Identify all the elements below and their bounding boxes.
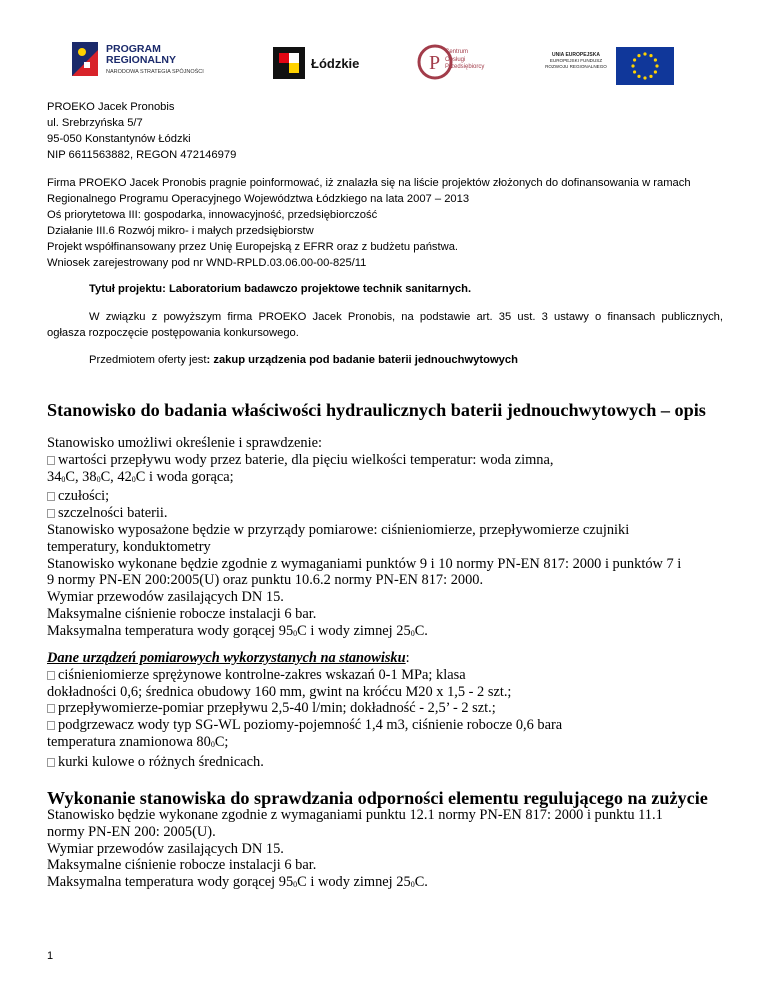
temperature-spec: Maksymalna temperatura wody gorącej $95_0C$ i wody zimnej $25_0C$. <box>47 874 428 891</box>
eu-label: UNIA EUROPEJSKA EUROPEJSKI FUNDUSZ ROZWOJU REGIONALNEGO <box>545 52 607 69</box>
checkbox-bullet-icon <box>47 456 55 465</box>
program-label: PROGRAM <box>106 43 161 55</box>
list-item: wartości przepływu wody przez baterie, dla pięciu wielkości temperatur: woda zimna, <box>47 452 727 469</box>
checkbox-bullet-icon <box>47 671 55 680</box>
devices-heading: Dane urządzeń pomiarowych wykorzystanych na stanowisku: <box>47 650 410 666</box>
lodzkie-logo <box>273 47 363 81</box>
list-item: czułości; <box>47 488 727 505</box>
section-heading-wear: Wykonanie stanowiska do sprawdzania odporności elementu regulującego na zużycie <box>47 788 708 808</box>
pressure-spec: Maksymalne ciśnienie robocze instalacji 6 bar. <box>47 857 317 874</box>
pressure-spec: Maksymalne ciśnienie robocze instalacji 6 bar. <box>47 605 317 622</box>
list-item-continuation: dokładności 0,6; średnica obudowy 160 mm, gwint na króćcu M20 x 1,5 - 2 szt.; <box>47 683 512 700</box>
funding-info <box>47 175 727 271</box>
section-intro: Stanowisko umożliwi określenie i sprawdzenie: <box>47 435 322 451</box>
info-line: Działanie III.6 Rozwój mikro- i małych przedsiębiorstw <box>47 225 314 237</box>
devices-section <box>47 650 727 771</box>
offer-subject <box>89 352 729 368</box>
paragraph-line: Stanowisko wyposażone będzie w przyrządy pomiarowe: ciśnieniomierze, przepływomierze czujniki <box>47 521 630 538</box>
paragraph-line: Stanowisko wykonane będzie zgodnie z wymaganiami punktów 9 i 10 normy PN-EN 817: 2000 i punktów 7 i <box>47 555 682 572</box>
announcement-line-2: ogłasza rozpoczęcie postępowania konkursowego. <box>47 327 299 339</box>
address-line: PROEKO Jacek Pronobis <box>47 101 175 113</box>
checkbox-bullet-icon <box>47 721 55 730</box>
paragraph-line: temperatury, konduktometry <box>47 538 211 555</box>
info-line: Oś priorytetowa III: gospodarka, innowacyjność, przedsiębiorczość <box>47 209 378 221</box>
temperature-spec: Maksymalna temperatura wody gorącej $95_0C$ i wody zimnej $25_0C$. <box>47 622 428 639</box>
centrum-obslugi-logo <box>416 43 496 83</box>
info-line: Wniosek zarejestrowany pod nr WND-RPLD.03.06.00-00-825/11 <box>47 257 367 269</box>
checkbox-bullet-icon <box>47 492 55 501</box>
pipes-spec: Wymiar przewodów zasilających DN 15. <box>47 840 284 857</box>
checkbox-bullet-icon <box>47 509 55 518</box>
offer-subject-value: : zakup urządzenia pod badanie baterii jednouchwytowych <box>206 354 518 366</box>
logo-bar <box>0 0 768 100</box>
company-address <box>47 99 727 163</box>
paragraph-line: 9 normy PN-EN 200:2005(U) oraz punktu 10.6.2 normy PN-EN 817: 2000. <box>47 572 484 589</box>
lodzkie-mark-icon <box>273 47 305 79</box>
paragraph-line: normy PN-EN 200: 2005(U). <box>47 823 216 840</box>
address-line: ul. Srebrzyńska 5/7 <box>47 117 143 129</box>
list-item: ciśnieniomierze sprężynowe kontrolne-zakres wskazań 0-1 MPa; klasa <box>47 667 727 684</box>
program-regionalny-icon <box>70 40 102 80</box>
list-item: kurki kulowe o różnych średnicach. <box>47 754 727 771</box>
section-wear-body <box>47 807 727 894</box>
list-item-continuation: temperatura znamionowa $80_0C$; <box>47 733 229 750</box>
centrum-label: Centrum Obsługi Przedsiębiorcy <box>445 49 485 70</box>
regionalny-label: REGIONALNY <box>106 54 177 66</box>
info-line: Projekt współfinansowany przez Unię Europejską z EFRR oraz z budżetu państwa. <box>47 241 459 253</box>
address-line: NIP 6611563882, REGON 472146979 <box>47 149 237 161</box>
eu-flag-icon <box>616 47 674 85</box>
offer-subject-label: Przedmiotem oferty jest <box>89 354 207 366</box>
section-heading-hydraulics: Stanowisko do badania właściwości hydraulicznych baterii jednouchwytowych – opis <box>47 400 706 420</box>
section-hydraulics-body <box>47 435 727 643</box>
list-item: szczelności baterii. <box>47 505 727 522</box>
pipes-spec: Wymiar przewodów zasilających DN 15. <box>47 589 284 606</box>
program-tagline: NARODOWA STRATEGIA SPÓJNOŚCI <box>106 69 204 75</box>
list-item-continuation: $34_0C$, $38_0C$, $42_0C$ i woda gorąca; <box>47 468 234 485</box>
address-line: 95-050 Konstantynów Łódzki <box>47 133 191 145</box>
info-line: Firma PROEKO Jacek Pronobis pragnie poinformować, iż znalazła się na liście projektów złożonych do dofinansowania w ramach <box>47 177 691 189</box>
page-number: 1 <box>47 950 54 962</box>
checkbox-bullet-icon <box>47 758 55 767</box>
info-line: Regionalnego Programu Operacyjnego Województwa Łódzkiego na lata 2007 – 2013 <box>47 193 470 205</box>
svg-text:P: P <box>429 52 441 74</box>
paragraph-line: Stanowisko będzie wykonane zgodnie z wymaganiami punktu 12.1 normy PN-EN 817: 2000 i punktu 11.1 <box>47 807 663 823</box>
program-regionalny-logo <box>70 40 204 82</box>
announcement-line-1: W związku z powyższym firma PROEKO Jacek Pronobis, na podstawie art. 35 ust. 3 ustawy o finansach publicznych, <box>89 311 723 323</box>
eu-logo <box>540 47 680 83</box>
announcement <box>47 309 723 341</box>
project-title: Tytuł projektu: Laboratorium badawczo projektowe technik sanitarnych. <box>89 283 472 295</box>
checkbox-bullet-icon <box>47 704 55 713</box>
list-item: podgrzewacz wody typ SG-WL poziomy-pojemność 1,4 m3, ciśnienie robocze 0,6 bara <box>47 717 727 734</box>
list-item: przepływomierze-pomiar przepływu 2,5-40 l/min; dokładność - 2,5’ - 2 szt.; <box>47 700 727 717</box>
lodzkie-label: Łódzkie <box>311 56 360 71</box>
